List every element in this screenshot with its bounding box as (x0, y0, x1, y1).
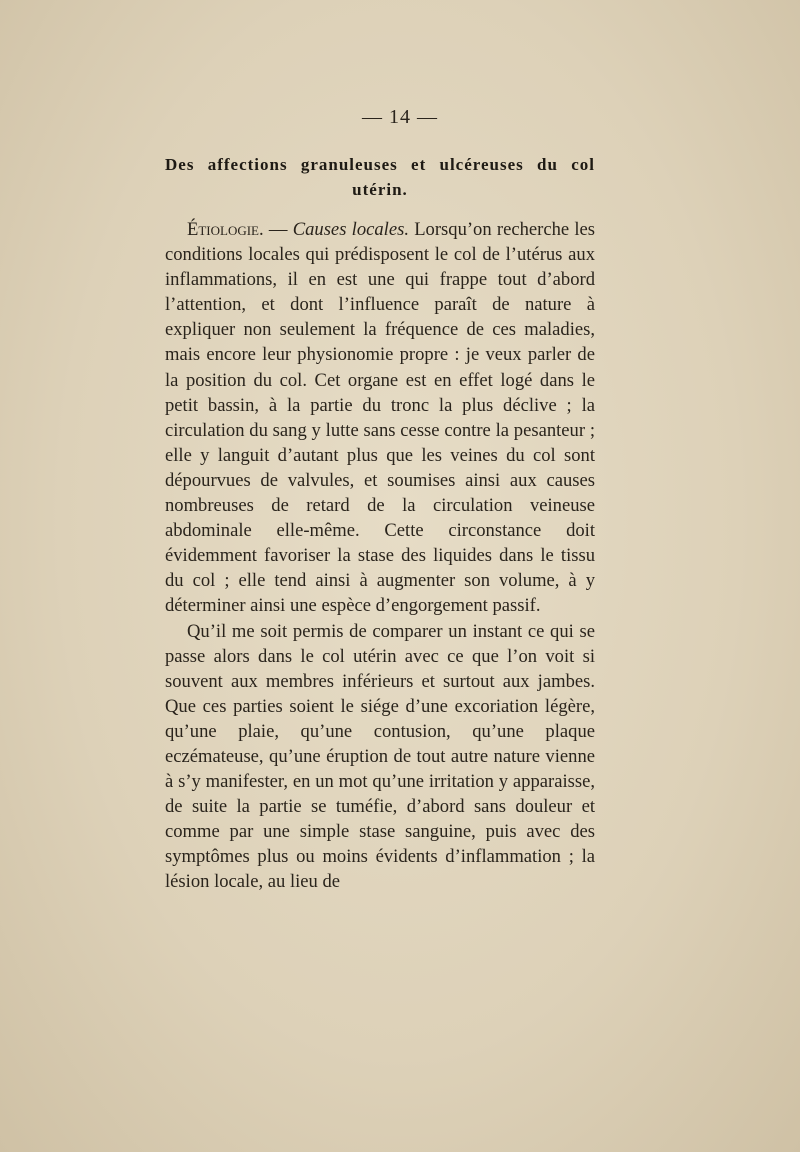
etiology-label: Étiologie. (187, 219, 264, 240)
body-text (165, 217, 595, 895)
label-dash: — (263, 219, 293, 240)
section-heading: Des affections granuleuses et ulcéreuses du col utérin. (165, 155, 595, 199)
page-number: — 14 — (362, 106, 438, 128)
causes-locales-label: Causes locales. (292, 219, 409, 240)
paragraph-text: Lorsqu’on recherche les conditions locales qui prédisposent le col de l’utérus aux inflammations, il en est une qui frappe tout d’abord l’attention, et dont l’influence paraît de nature à expliquer non seulement la fréquence de ces maladies, mais encore leur physionomie propre : je veux parler de la position du col. Cet organe est en effet logé dans le petit bassin, à la partie du tronc la plus déclive ; la circulation du sang y lutte sans cesse contre la pesanteur ; elle y languit d’autant plus que les veines du col sont dépourvues de valvules, et soumises ainsi aux causes nombreuses de retard de la circulation veineuse abdominale elle-même. Cette circonstance doit évidemment favoriser la stase des liquides dans le tissu du col ; elle tend ainsi à augmenter son volume, à y déterminer ainsi une espèce d’engorgement passif. (165, 219, 595, 617)
paragraph-comparison: Qu’il me soit permis de comparer un instant ce qui se passe alors dans le col utérin avec ce que l’on voit si souvent aux membres inférieurs et surtout aux jambes. Que ces parties soient le siége d’une excoriation légère, qu’une plaie, qu’une contusion, qu’une plaque eczémateuse, qu’une éruption de tout autre nature vienne à s’y manifester, en un mot qu’une irritation y apparaisse, de suite la partie se tuméfie, d’abord sans douleur et comme par une simple stase sanguine, puis avec des symptômes plus ou moins évidents d’inflammation ; la lésion locale, au lieu de (165, 620, 595, 893)
paragraph-etiology (165, 217, 595, 619)
